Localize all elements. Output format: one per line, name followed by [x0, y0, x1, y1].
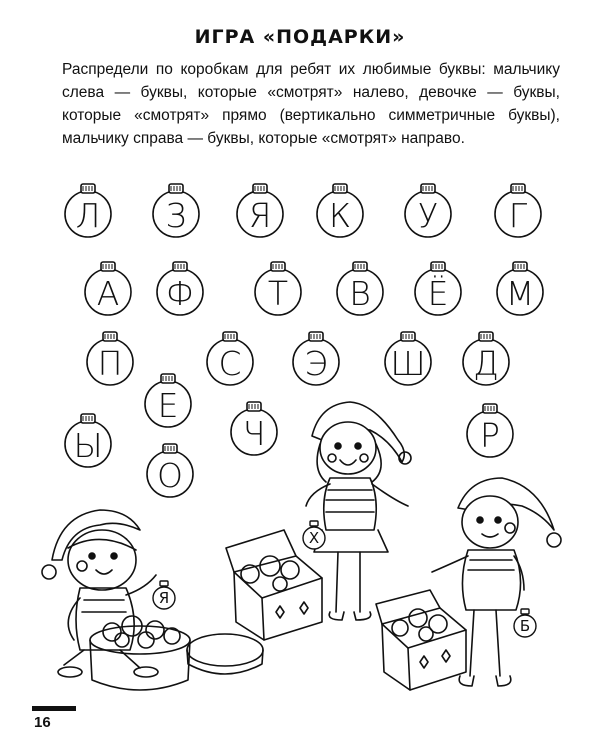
ornament-letter: А: [96, 273, 120, 313]
instructions-text: Распредели по коробкам для ребят их любимые буквы: мальчику слева — буквы, которые «смотрят» налево, девочке — буквы, которые «смотрят» прямо (вертикально симметричные буквы), мальчику справа — буквы, которые «смотрят» направо.: [62, 61, 560, 147]
ornament-letter: Я: [248, 195, 272, 235]
ornament-letter: П: [97, 343, 123, 383]
ornament-letter: О: [157, 455, 183, 495]
ornament-letter: В: [349, 273, 371, 313]
ornament-letter: У: [417, 195, 439, 235]
ornament-letter: Э: [304, 343, 328, 383]
right-boy-letter: Б: [519, 617, 531, 635]
ornament-letter: Ш: [390, 343, 426, 383]
ornament-letter: К: [328, 195, 352, 235]
ornament-letter: З: [165, 195, 187, 235]
ornament-letter: Ф: [165, 273, 195, 313]
ornament-letter: Е: [157, 385, 179, 425]
ornament-letter: Ы: [73, 425, 103, 465]
square-gift-box-right: [376, 590, 466, 690]
right-boy-ornament: [511, 608, 539, 638]
girl-ornament: [300, 520, 328, 550]
ornament-letter: Ё: [427, 273, 449, 313]
round-gift-box: [90, 616, 263, 690]
left-boy-letter: Я: [158, 589, 170, 607]
ornament-letter: М: [505, 273, 535, 313]
girl-letter: Х: [308, 529, 320, 547]
ornament-letter: Л: [75, 195, 101, 235]
ornament-letter: Д: [473, 343, 499, 383]
ornament-letter: Г: [508, 195, 528, 235]
ornament-letter: Ч: [242, 413, 266, 453]
page-title: ИГРА «ПОДАРКИ»: [194, 26, 406, 48]
ornament-letter: С: [218, 343, 242, 383]
ornament-letter: Р: [480, 415, 500, 455]
left-boy-ornament: [150, 580, 178, 610]
page-number-rule: [32, 706, 76, 711]
page-number: 16: [34, 714, 51, 731]
left-boy-figure: [42, 510, 158, 677]
ornament-letter: Т: [267, 273, 289, 313]
right-boy-figure: [432, 478, 561, 686]
